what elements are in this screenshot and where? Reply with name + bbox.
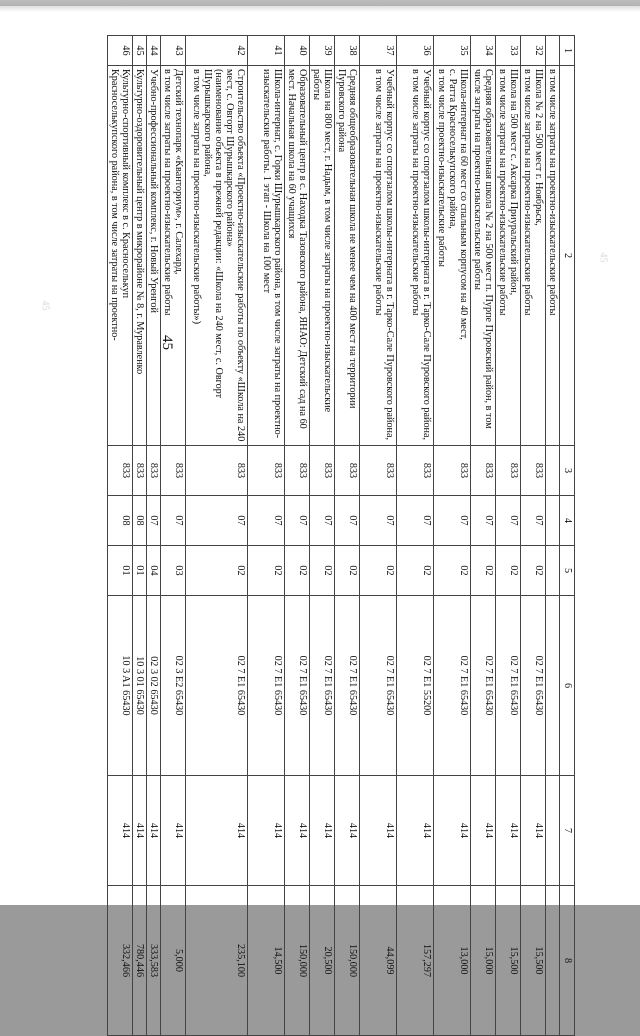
expense-type-cell: 414	[186, 776, 248, 886]
expense-type-cell	[546, 776, 560, 886]
amount-cell: 332,466	[108, 886, 133, 1036]
amount-cell: 5,000	[161, 886, 186, 1036]
target-article-cell: 02 7 E1 65430	[434, 596, 471, 776]
row-number-cell: 38	[335, 36, 360, 66]
subsection-cell: 02	[496, 546, 521, 596]
expense-type-cell: 414	[360, 776, 397, 886]
budget-table	[107, 35, 575, 1036]
section-cell: 07	[496, 496, 521, 546]
subsection-cell: 03	[161, 546, 186, 596]
row-number-cell: 42	[186, 36, 248, 66]
header-cell: 2	[560, 66, 575, 446]
table-row	[434, 36, 471, 1036]
table-row	[496, 36, 521, 1036]
subsection-cell: 02	[335, 546, 360, 596]
scan-shadow	[0, 0, 640, 12]
amount-cell: 780,446	[133, 886, 147, 1036]
code-cell: 833	[471, 446, 496, 496]
amount-cell: 150,000	[285, 886, 310, 1036]
row-number-cell: 39	[310, 36, 335, 66]
header-cell: 5	[560, 546, 575, 596]
header-cell: 3	[560, 446, 575, 496]
target-article-cell	[546, 596, 560, 776]
object-name-cell: Учебный корпус со спортзалом школы-интерната в г. Тарко-Сале Пуровского района, в том числе затраты на проектно-изыскательские работы	[360, 66, 397, 446]
section-cell: 07	[310, 496, 335, 546]
code-cell: 833	[285, 446, 310, 496]
section-cell: 07	[147, 496, 161, 546]
code-cell: 833	[248, 446, 285, 496]
code-cell: 833	[335, 446, 360, 496]
object-name-cell: Учебно-профессиональный комплекс, г. Новый Уренгой	[147, 66, 161, 446]
section-cell: 08	[108, 496, 133, 546]
amount-cell: 157,297	[397, 886, 434, 1036]
target-article-cell: 10 3 01 65430	[133, 596, 147, 776]
table-row	[546, 36, 560, 1036]
target-article-cell: 02 7 E1 65430	[521, 596, 546, 776]
code-cell: 833	[186, 446, 248, 496]
object-name-cell: Учебный корпус со спортзалом школы-интерната в г. Тарко-Сале Пуровского района, в том числе затраты на проектно-изыскательские работы	[397, 66, 434, 446]
expense-type-cell: 414	[285, 776, 310, 886]
table-row	[248, 36, 285, 1036]
subsection-cell: 01	[133, 546, 147, 596]
header-row	[560, 36, 575, 1036]
object-name-cell: Культурно-оздоровительный центр в микрорайоне № 8, г. Муравленко	[133, 66, 147, 446]
code-cell: 833	[108, 446, 133, 496]
subsection-cell: 01	[108, 546, 133, 596]
section-cell: 07	[186, 496, 248, 546]
code-cell: 833	[397, 446, 434, 496]
code-cell: 833	[521, 446, 546, 496]
subsection-cell: 02	[285, 546, 310, 596]
section-cell: 07	[335, 496, 360, 546]
code-cell: 833	[133, 446, 147, 496]
table-row	[335, 36, 360, 1036]
amount-cell: 44,099	[360, 886, 397, 1036]
object-name-cell: Школа-интернат, с. Горки Шурышкарского района, в том числе затраты на проектно-изыскательские работы. 1 этап - Школа на 100 мест	[248, 66, 285, 446]
expense-type-cell: 414	[133, 776, 147, 886]
object-name-cell: Строительство объекта «Проектно-изыскательские работы по объекту «Школа на 240 мест, с. Овгорт Шурышкарского района» (наименование объекта в прежней редакции: «Школа на 240 мест, с. Овгорт Шурышкарского района, в том числе затраты на проектно-изыскательские работы»)	[186, 66, 248, 446]
row-number-cell: 37	[360, 36, 397, 66]
code-cell: 833	[360, 446, 397, 496]
target-article-cell: 02 7 E1 55200	[397, 596, 434, 776]
target-article-cell: 02 7 E1 65430	[471, 596, 496, 776]
header-cell: 1	[560, 36, 575, 66]
amount-cell: 150,000	[335, 886, 360, 1036]
target-article-cell: 02 7 E1 65430	[310, 596, 335, 776]
target-article-cell: 02 7 E1 65430	[248, 596, 285, 776]
row-number-cell: 33	[496, 36, 521, 66]
faint-page-mark: 45	[39, 300, 51, 311]
subsection-cell: 02	[434, 546, 471, 596]
object-name-cell: Средняя общеобразовательная школа не менее чем на 400 мест на территории Пуровского района	[335, 66, 360, 446]
table-row	[360, 36, 397, 1036]
object-name-cell: Школа на 500 мест с. Аксарка Приуральский район, в том числе затраты на проектно-изыскательские работы	[496, 66, 521, 446]
faint-page-mark: 45	[597, 252, 609, 263]
header-cell: 7	[560, 776, 575, 886]
expense-type-cell: 414	[397, 776, 434, 886]
object-name-cell: Образовательный центр в с. Находка Тазовского района, ЯНАО: Детский сад на 60 мест. Начальная школа на 60 учащихся	[285, 66, 310, 446]
row-number-cell: 46	[108, 36, 133, 66]
amount-cell: 15,500	[521, 886, 546, 1036]
subsection-cell: 02	[521, 546, 546, 596]
expense-type-cell: 414	[310, 776, 335, 886]
row-number-cell: 43	[161, 36, 186, 66]
amount-cell: 235,100	[186, 886, 248, 1036]
expense-type-cell: 414	[496, 776, 521, 886]
table-row	[310, 36, 335, 1036]
code-cell: 833	[310, 446, 335, 496]
section-cell: 07	[471, 496, 496, 546]
row-number-cell: 35	[434, 36, 471, 66]
expense-type-cell: 414	[108, 776, 133, 886]
object-name-cell: Средняя образовательная школа № 2 на 500 мест п. Пурпе Пуровский район, в том числе затраты на проектно-изыскательские работы	[471, 66, 496, 446]
expense-type-cell: 414	[521, 776, 546, 886]
code-cell	[546, 446, 560, 496]
object-name-cell: Детский технопарк «Кванториум», г. Салехард, в том числе затраты на проектно-изыскательские работы	[161, 66, 186, 446]
table-body	[108, 36, 575, 1036]
expense-type-cell: 414	[147, 776, 161, 886]
section-cell: 08	[133, 496, 147, 546]
section-cell: 07	[161, 496, 186, 546]
table-row	[186, 36, 248, 1036]
row-number-cell: 45	[133, 36, 147, 66]
amount-cell: 333,583	[147, 886, 161, 1036]
row-number-cell: 34	[471, 36, 496, 66]
expense-type-cell: 414	[471, 776, 496, 886]
subsection-cell: 02	[360, 546, 397, 596]
section-cell: 07	[360, 496, 397, 546]
table-row	[108, 36, 133, 1036]
object-name-cell: в том числе затраты на проектно-изыскательские работы	[546, 66, 560, 446]
code-cell: 833	[161, 446, 186, 496]
header-cell: 6	[560, 596, 575, 776]
target-article-cell: 02 7 E1 65430	[496, 596, 521, 776]
row-number-cell	[546, 36, 560, 66]
expense-type-cell: 414	[161, 776, 186, 886]
expense-type-cell: 414	[434, 776, 471, 886]
subsection-cell: 02	[310, 546, 335, 596]
header-cell: 4	[560, 496, 575, 546]
section-cell: 07	[434, 496, 471, 546]
code-cell: 833	[496, 446, 521, 496]
target-article-cell: 02 7 E1 65430	[335, 596, 360, 776]
target-article-cell: 02 7 E1 65430	[186, 596, 248, 776]
object-name-cell: Школа № 2 на 500 мест г. Ноябрьск, в том числе затраты на проектно-изыскательские работы	[521, 66, 546, 446]
section-cell: 07	[285, 496, 310, 546]
subsection-cell: 02	[397, 546, 434, 596]
subsection-cell: 04	[147, 546, 161, 596]
table-row	[285, 36, 310, 1036]
section-cell: 07	[248, 496, 285, 546]
section-cell	[546, 496, 560, 546]
page-number: 45	[159, 335, 175, 350]
object-name-cell: Культурно-спортивный комплекс в с. Красноселькуп Красноселькупского района, в том числе затраты на проектно-	[108, 66, 133, 446]
table-row	[521, 36, 546, 1036]
row-number-cell: 40	[285, 36, 310, 66]
subsection-cell	[546, 546, 560, 596]
expense-type-cell: 414	[248, 776, 285, 886]
amount-cell: 14,500	[248, 886, 285, 1036]
table-row	[397, 36, 434, 1036]
amount-cell: 15,500	[496, 886, 521, 1036]
table-row	[133, 36, 147, 1036]
rotated-content	[105, 35, 575, 1035]
object-name-cell: Школа на 800 мест, г. Надым, в том числе затраты на проектно-изыскательские работы	[310, 66, 335, 446]
table-row	[471, 36, 496, 1036]
table-row	[147, 36, 161, 1036]
amount-cell: 15,000	[471, 886, 496, 1036]
row-number-cell: 44	[147, 36, 161, 66]
target-article-cell: 02 7 E1 65430	[360, 596, 397, 776]
target-article-cell: 02 3 02 65430	[147, 596, 161, 776]
target-article-cell: 02 3 E2 65430	[161, 596, 186, 776]
row-number-cell: 41	[248, 36, 285, 66]
expense-type-cell: 414	[335, 776, 360, 886]
section-cell: 07	[397, 496, 434, 546]
subsection-cell: 02	[471, 546, 496, 596]
target-article-cell: 10 3 A1 65430	[108, 596, 133, 776]
subsection-cell: 02	[248, 546, 285, 596]
code-cell: 833	[434, 446, 471, 496]
table-row	[161, 36, 186, 1036]
row-number-cell: 36	[397, 36, 434, 66]
subsection-cell: 02	[186, 546, 248, 596]
section-cell: 07	[521, 496, 546, 546]
object-name-cell: Школа-интернат на 60 мест со спальным корпусом на 40 мест, с. Ратта Красноселькупского района, в том числе проектно-изыскательские работы	[434, 66, 471, 446]
amount-cell: 13,000	[434, 886, 471, 1036]
header-cell: 8	[560, 886, 575, 1036]
target-article-cell: 02 7 E1 65430	[285, 596, 310, 776]
amount-cell	[546, 886, 560, 1036]
row-number-cell: 32	[521, 36, 546, 66]
code-cell: 833	[147, 446, 161, 496]
amount-cell: 20,500	[310, 886, 335, 1036]
